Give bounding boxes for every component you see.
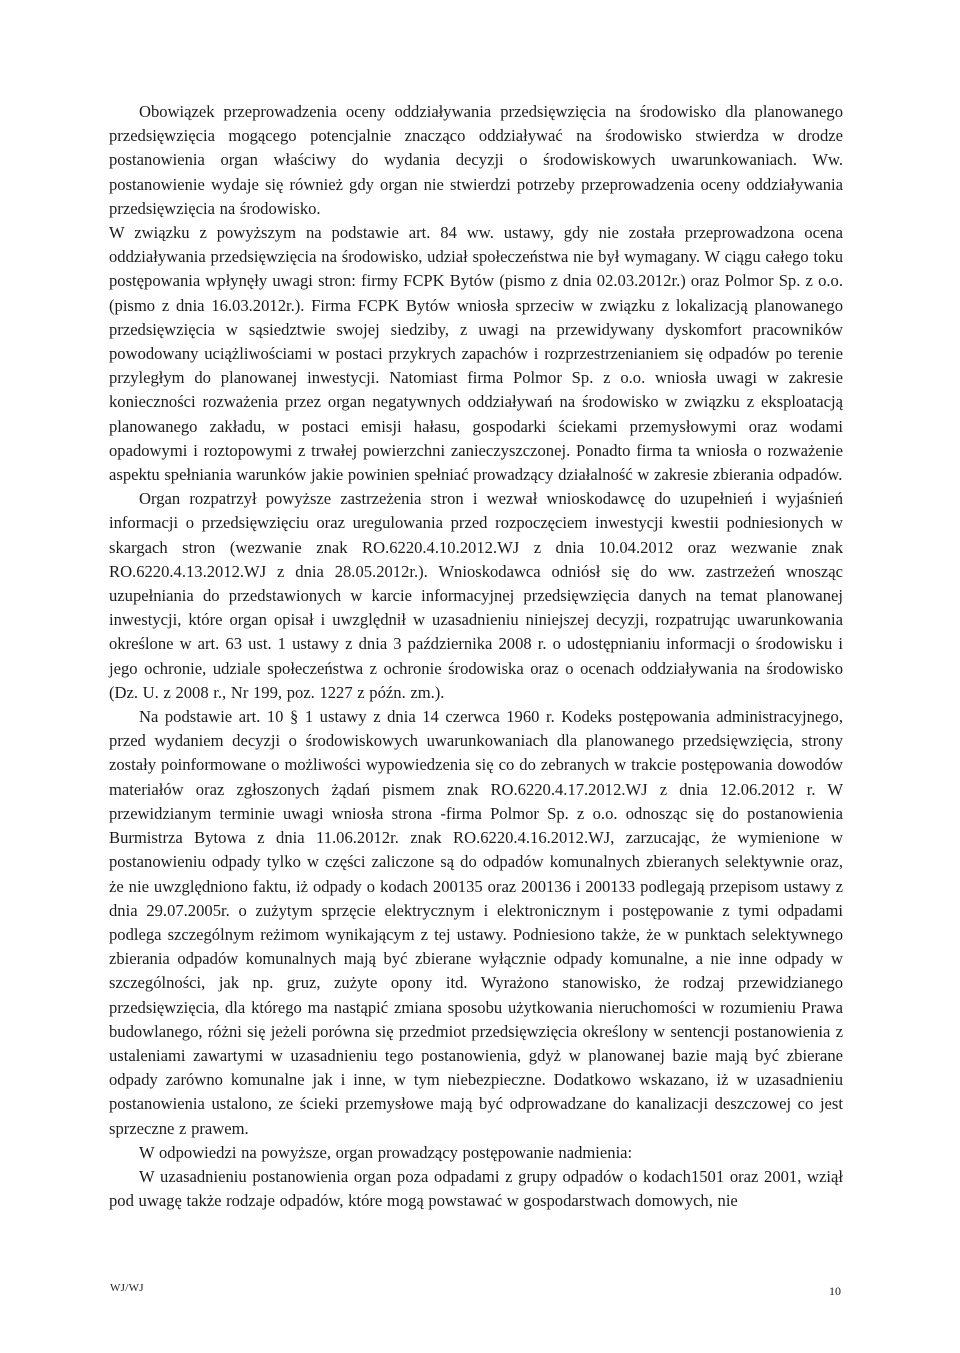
paragraph-1: Obowiązek przeprowadzenia oceny oddziaływania przedsięwzięcia na środowisko dla planowanego przedsięwzięcia mogącego potencjalnie znacząco oddziaływać na środowisko stwierdza w drodze postanowienia organ właściwy do wydania decyzji o środowiskowych uwarunkowaniach. Ww. postanowienie wydaje się również gdy organ nie stwierdzi potrzeby przeprowadzenia oceny oddziaływania przedsięwzięcia na środowisko.: [109, 102, 843, 218]
paragraph-6: W uzasadnieniu postanowienia organ poza odpadami z grupy odpadów o kodach1501 oraz 2001, wziął pod uwagę także rodzaje odpadów, które mogą powstawać w gospodarstwach domowych, nie: [109, 1166, 843, 1211]
paragraph-4: Na podstawie art. 10 § 1 ustawy z dnia 14 czerwca 1960 r. Kodeks postępowania administracyjnego, przed wydaniem decyzji o środowiskowych uwarunkowaniach dla planowanego przedsięwzięcia, strony zostały poinformowane o możliwości wypowiedzenia się co do zebranych w trakcie postępowania dowodów materiałów oraz zgłoszonych żądań pismem znak RO.6220.4.17.2012.WJ z dnia 12.06.2012 r. W przewidzianym terminie uwagi wniosła strona -firma Polmor Sp. z o.o. odnosząc się do postanowienia Burmistrza Bytowa z dnia 11.06.2012r. znak RO.6220.4.16.2012.WJ, zarzucając, że wymienione w postanowieniu odpady tylko w części zaliczone są do odpadów komunalnych zbieranych selektywnie oraz, że nie uwzględniono faktu, iż odpady o kodach 200135 oraz 200136 i 200133 podlegają przepisom ustawy z dnia 29.07.2005r. o zużytym sprzęcie elektrycznym i elektronicznym i postępowanie z tymi odpadami podlega szczególnym reżimom wynikającym z tej ustawy. Podniesiono także, że w punktach selektywnego zbierania odpadów komunalnych mają być zbierane wyłącznie odpady komunalne, a nie inne odpady w szczególności, jak np. gruz, zużyte opony itd. Wyrażono stanowisko, że rodzaj przewidzianego przedsięwzięcia, dla którego ma nastąpić zmiana sposobu użytkowania nieruchomości w rozumieniu Prawa budowlanego, różni się jeżeli porówna się przedmiot przedsięwzięcia określony w sentencji postanowienia z ustaleniami zawartymi w uzasadnieniu tego postanowienia, gdyż w planowanej bazie mają być zbierane odpady zarówno komunalne jak i inne, w tym niebezpieczne. Dodatkowo wskazano, iż w uzasadnieniu postanowienia ustalono, ze ścieki przemysłowe mają być odprowadzane do kanalizacji deszczowej co jest sprzeczne z prawem.: [109, 707, 843, 1138]
page-number: 10: [829, 1284, 841, 1298]
paragraph-3: Organ rozpatrzył powyższe zastrzeżenia stron i wezwał wnioskodawcę do uzupełnień i wyjaśnień informacji o przedsięwzięciu oraz uregulowania przed rozpoczęciem inwestycji kwestii podniesionych w skargach stron (wezwanie znak RO.6220.4.10.2012.WJ z dnia 10.04.2012 oraz wezwanie znak RO.6220.4.13.2012.WJ z dnia 28.05.2012r.). Wnioskodawca odniósł się do ww. zastrzeżeń wnosząc uzupełniania do przedstawionych w karcie informacyjnej przedsięwzięcia danych na temat planowanej inwestycji, które organ opisał i uwzględnił w uzasadnieniu niniejszej decyzji, rozpatrując uwarunkowania określone w art. 63 ust. 1 ustawy z dnia 3 października 2008 r. o udostępnianiu informacji o środowisku i jego ochronie, udziale społeczeństwa z ochronie środowiska oraz o ocenach oddziaływania na środowisko (Dz. U. z 2008 r., Nr 199, poz. 1227 z późn. zm.).: [109, 489, 843, 702]
document-body: [109, 100, 843, 1213]
paragraph-2: W związku z powyższym na podstawie art. 84 ww. ustawy, gdy nie została przeprowadzona ocena oddziaływania przedsięwzięcia na środowisko, udział społeczeństwa nie był wymagany. W ciągu całego toku postępowania wpłynęły uwagi stron: firmy FCPK Bytów (pismo z dnia 02.03.2012r.) oraz Polmor Sp. z o.o. (pismo z dnia 16.03.2012r.). Firma FCPK Bytów wniosła sprzeciw w związku z lokalizacją planowanego przedsięwzięcia w sąsiedztwie swojej siedziby, z uwagi na przewidywany dyskomfort pracowników powodowany uciążliwościami w postaci przykrych zapachów i rozprzestrzenianiem się odpadów po terenie przyległym do planowanej inwestycji. Natomiast firma Polmor Sp. z o.o. wniosła uwagi w zakresie konieczności rozważenia przez organ negatywnych oddziaływań na środowisko w związku z eksploatacją planowanego zakładu, w postaci emisji hałasu, gospodarki ściekami przemysłowymi oraz wodami opadowymi i roztopowymi z trwałej powierzchni zanieczyszczonej. Ponadto firma ta wniosła o rozważenie aspektu spełniania warunków jakie powinien spełniać prowadzący działalność w zakresie zbierania odpadów.: [109, 223, 843, 485]
paragraph-5: W odpowiedzi na powyższe, organ prowadzący postępowanie nadmienia:: [139, 1142, 633, 1162]
footer-initials: WJ/WJ: [110, 1282, 144, 1294]
